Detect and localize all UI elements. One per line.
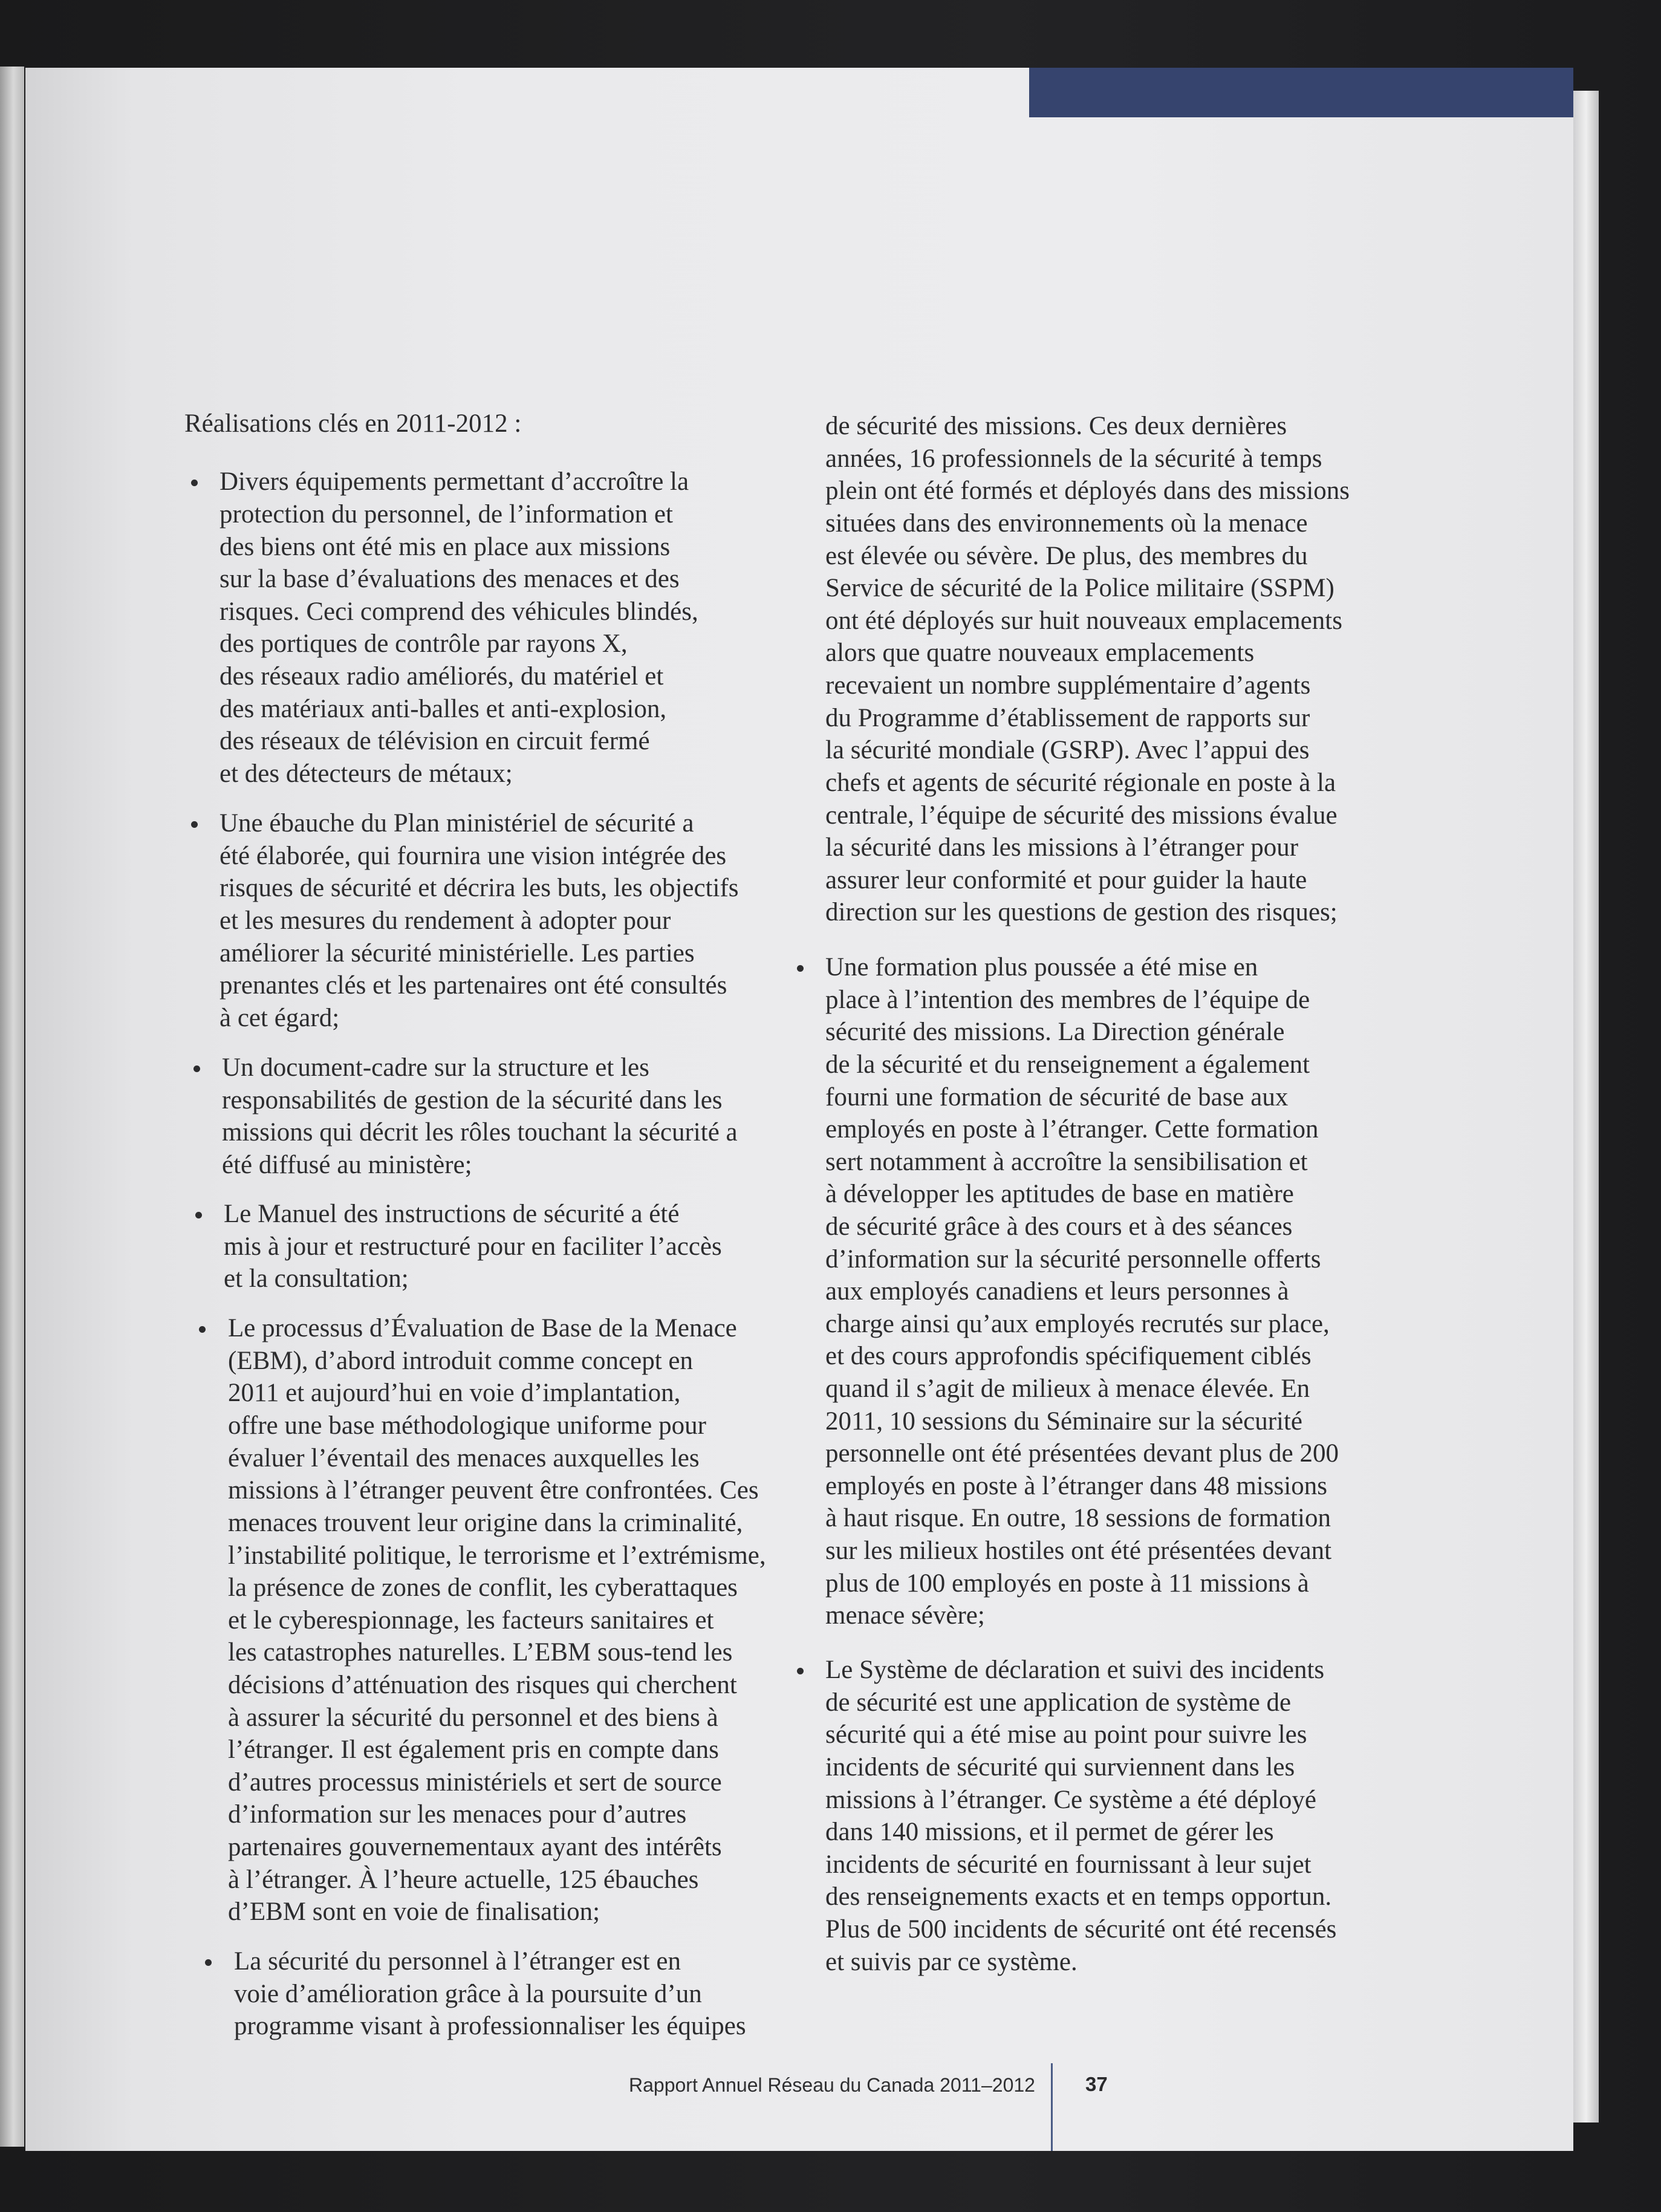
text-line: quand il s’agit de milieux à menace élevée. En: [825, 1374, 1310, 1403]
text-line: employés en poste à l’étranger. Cette formation: [825, 1115, 1319, 1143]
text-line: des renseignements exacts et en temps opportun.: [825, 1882, 1332, 1911]
text-line: recevaient un nombre supplémentaire d’agents: [825, 671, 1311, 700]
text-line: Une formation plus poussée a été mise en: [825, 953, 1258, 981]
text-line: est élevée ou sévère. De plus, des membres du: [825, 542, 1308, 570]
footer-report-title: Rapport Annuel Réseau du Canada 2011–2012: [629, 2074, 1035, 2096]
text-line: l’instabilité politique, le terrorisme et l’extrémisme,: [228, 1541, 766, 1570]
text-line: menace sévère;: [825, 1601, 985, 1630]
text-line: et les mesures du rendement à adopter pour: [219, 906, 671, 935]
header-accent-bar: [1029, 68, 1573, 117]
text-line: Plus de 500 incidents de sécurité ont été recensés: [825, 1915, 1337, 1944]
text-line: du Programme d’établissement de rapports sur: [825, 704, 1310, 732]
text-line: de sécurité grâce à des cours et à des séances: [825, 1212, 1293, 1241]
text-line: assurer leur conformité et pour guider la haute: [825, 866, 1307, 894]
bullet-marker: [797, 965, 804, 972]
bullet-marker: [193, 1065, 200, 1072]
text-line: 2011 et aujourd’hui en voie d’implantation,: [228, 1379, 681, 1407]
text-line: (EBM), d’abord introduit comme concept en: [228, 1347, 694, 1375]
text-line: à l’étranger. À l’heure actuelle, 125 ébauches: [228, 1866, 699, 1894]
text-line: ont été déployés sur huit nouveaux emplacements: [825, 607, 1342, 635]
text-line: sécurité des missions. La Direction générale: [825, 1018, 1285, 1046]
bullet-marker: [191, 480, 198, 486]
text-line: La sécurité du personnel à l’étranger est en: [234, 1947, 681, 1976]
previous-page-edge: [0, 67, 24, 2147]
text-line: missions à l’étranger. Ce système a été déployé: [825, 1786, 1316, 1814]
text-line: des matériaux anti-balles et anti-explosion,: [219, 695, 667, 723]
text-line: Un document-cadre sur la structure et les: [222, 1053, 649, 1082]
bullet-marker: [191, 821, 198, 828]
text-line: alors que quatre nouveaux emplacements: [825, 639, 1255, 667]
text-line: sert notamment à accroître la sensibilisation et: [825, 1148, 1308, 1176]
text-line: Le processus d’Évaluation de Base de la Menace: [228, 1314, 737, 1342]
text-line: 2011, 10 sessions du Séminaire sur la sécurité: [825, 1407, 1302, 1436]
text-line: voie d’amélioration grâce à la poursuite d’un: [234, 1980, 702, 2008]
text-line: sur les milieux hostiles ont été présentées devant: [825, 1537, 1332, 1565]
text-line: d’EBM sont en voie de finalisation;: [228, 1898, 600, 1926]
text-line: la sécurité dans les missions à l’étranger pour: [825, 833, 1299, 862]
text-line: direction sur les questions de gestion des risques;: [825, 898, 1338, 926]
page-stack-edge: [1573, 91, 1599, 2123]
text-line: responsabilités de gestion de la sécurité dans les: [222, 1086, 723, 1114]
text-line: évaluer l’éventail des menaces auxquelles les: [228, 1444, 700, 1472]
text-line: les catastrophes naturelles. L’EBM sous-tend les: [228, 1638, 733, 1667]
text-line: incidents de sécurité qui surviennent dans les: [825, 1753, 1295, 1781]
text-line: des réseaux radio améliorés, du matériel et: [219, 662, 664, 691]
page-number: 37: [1085, 2073, 1108, 2095]
text-line: à assurer la sécurité du personnel et des biens à: [228, 1703, 718, 1732]
text-line: des réseaux de télévision en circuit fermé: [219, 727, 650, 755]
text-line: à développer les aptitudes de base en matière: [825, 1180, 1294, 1208]
text-line: sur la base d’évaluations des menaces et des: [219, 565, 680, 593]
text-line: d’information sur les menaces pour d’autres: [228, 1800, 687, 1829]
text-line: plus de 100 employés en poste à 11 missions à: [825, 1569, 1309, 1598]
text-line: plein ont été formés et déployés dans des missions: [825, 477, 1350, 505]
text-line: mis à jour et restructuré pour en faciliter l’accès: [224, 1232, 722, 1261]
text-line: centrale, l’équipe de sécurité des missions évalue: [825, 801, 1338, 830]
text-line: dans 140 missions, et il permet de gérer les: [825, 1818, 1274, 1846]
text-line: de sécurité est une application de système de: [825, 1688, 1292, 1717]
text-line: et le cyberespionnage, les facteurs sanitaires et: [228, 1606, 714, 1635]
text-line: la présence de zones de conflit, les cyberattaques: [228, 1573, 738, 1602]
text-line: programme visant à professionnaliser les équipes: [234, 2012, 746, 2040]
text-line: de la sécurité et du renseignement a également: [825, 1050, 1310, 1079]
text-line: d’information sur la sécurité personnelle offerts: [825, 1245, 1321, 1274]
text-line: partenaires gouvernementaux ayant des intérêts: [228, 1833, 722, 1861]
text-line: des portiques de contrôle par rayons X,: [219, 629, 628, 658]
bullet-marker: [205, 1959, 212, 1966]
text-line: prenantes clés et les partenaires ont été consultés: [219, 971, 727, 1000]
text-line: années, 16 professionnels de la sécurité à temps: [825, 444, 1322, 473]
text-line: Le Système de déclaration et suivi des incidents: [825, 1656, 1325, 1684]
bullet-marker: [195, 1212, 202, 1218]
text-line: missions à l’étranger peuvent être confrontées. Ces: [228, 1476, 759, 1504]
text-line: des biens ont été mis en place aux missions: [219, 533, 671, 561]
text-line: et la consultation;: [224, 1264, 409, 1293]
text-line: Le Manuel des instructions de sécurité a été: [224, 1200, 680, 1228]
text-line: d’autres processus ministériels et sert de source: [228, 1768, 722, 1797]
text-line: Divers équipements permettant d’accroître la: [219, 467, 689, 496]
text-line: place à l’intention des membres de l’équipe de: [825, 986, 1310, 1014]
text-line: l’étranger. Il est également pris en compte dans: [228, 1735, 719, 1764]
text-line: été élaborée, qui fournira une vision intégrée des: [219, 842, 727, 870]
text-line: fourni une formation de sécurité de base aux: [825, 1083, 1289, 1111]
text-line: été diffusé au ministère;: [222, 1151, 472, 1179]
text-line: employés en poste à l’étranger dans 48 missions: [825, 1472, 1327, 1500]
text-line: aux employés canadiens et leurs personnes à: [825, 1277, 1289, 1306]
text-line: à cet égard;: [219, 1004, 340, 1032]
text-line: et des détecteurs de métaux;: [219, 760, 513, 788]
section-heading: Réalisations clés en 2011-2012 :: [184, 409, 522, 438]
text-line: sécurité qui a été mise au point pour suivre les: [825, 1720, 1307, 1749]
text-line: et suivis par ce système.: [825, 1948, 1078, 1976]
text-line: la sécurité mondiale (GSRP). Avec l’appui des: [825, 736, 1310, 764]
text-line: risques de sécurité et décrira les buts, les objectifs: [219, 874, 739, 902]
text-line: offre une base méthodologique uniforme pour: [228, 1411, 706, 1440]
text-line: et des cours approfondis spécifiquement ciblés: [825, 1342, 1312, 1370]
text-line: chefs et agents de sécurité régionale en poste à la: [825, 769, 1336, 797]
text-line: personnelle ont été présentées devant plus de 200: [825, 1439, 1339, 1468]
document-page: [25, 68, 1573, 2151]
text-line: protection du personnel, de l’information et: [219, 500, 673, 529]
text-line: à haut risque. En outre, 18 sessions de formation: [825, 1504, 1331, 1532]
text-line: menaces trouvent leur origine dans la criminalité,: [228, 1509, 743, 1537]
text-line: charge ainsi qu’aux employés recrutés sur place,: [825, 1310, 1330, 1338]
bullet-marker: [199, 1326, 206, 1333]
text-line: risques. Ceci comprend des véhicules blindés,: [219, 597, 698, 626]
text-line: décisions d’atténuation des risques qui cherchent: [228, 1671, 737, 1699]
text-line: Service de sécurité de la Police militaire (SSPM): [825, 574, 1334, 602]
text-line: Une ébauche du Plan ministériel de sécurité a: [219, 809, 694, 838]
text-line: situées dans des environnements où la menace: [825, 509, 1308, 538]
text-line: missions qui décrit les rôles touchant la sécurité a: [222, 1118, 738, 1147]
bullet-marker: [797, 1668, 804, 1674]
text-line: améliorer la sécurité ministérielle. Les parties: [219, 939, 695, 968]
text-line: incidents de sécurité en fournissant à leur sujet: [825, 1850, 1312, 1879]
text-line: de sécurité des missions. Ces deux dernières: [825, 412, 1287, 440]
footer-divider: [1051, 2063, 1053, 2151]
